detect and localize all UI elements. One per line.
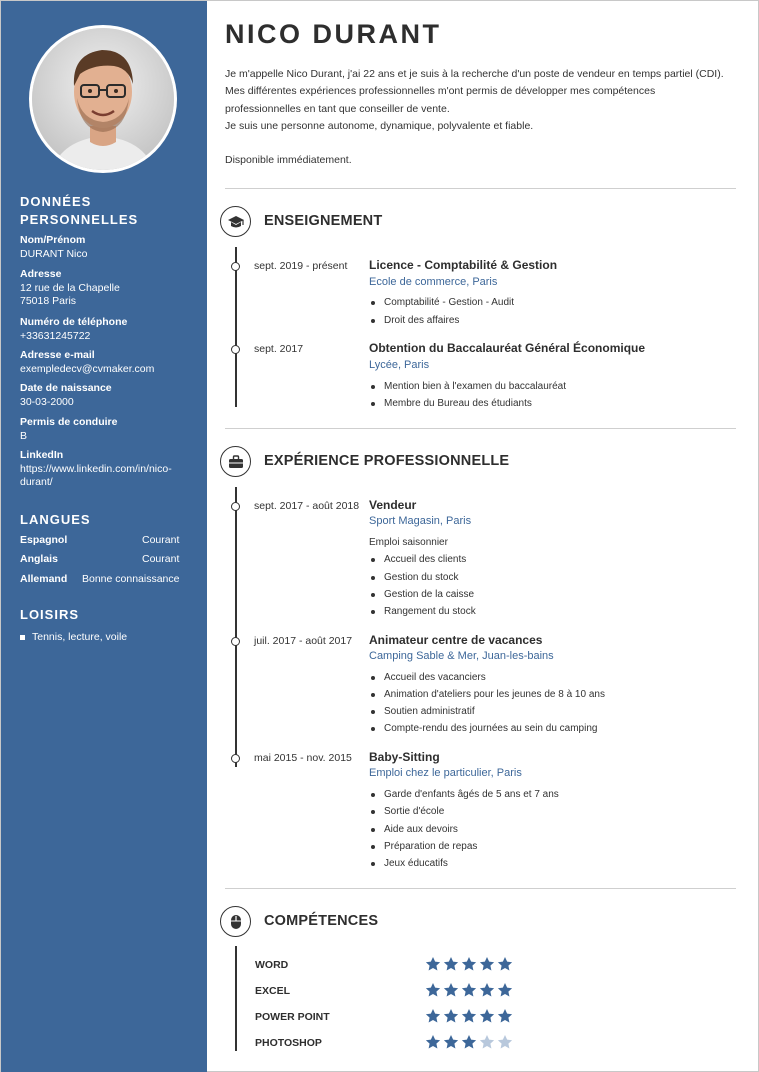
list-item: Préparation de repas bbox=[369, 841, 477, 852]
entry-title: Vendeur bbox=[369, 498, 417, 512]
timeline-line bbox=[235, 487, 237, 767]
hobbies-title: LOISIRS bbox=[20, 607, 80, 622]
star-filled-icon bbox=[425, 1034, 441, 1050]
entry-subtitle: Sport Magasin, Paris bbox=[369, 515, 472, 527]
entry-date: sept. 2019 - présent bbox=[254, 260, 348, 272]
entry-date: juil. 2017 - août 2017 bbox=[254, 635, 353, 647]
star-empty-icon bbox=[479, 1034, 495, 1050]
square-bullet-icon bbox=[20, 635, 25, 640]
timeline-dot bbox=[231, 754, 240, 763]
divider bbox=[225, 188, 736, 189]
entry-text: Emploi saisonnier bbox=[369, 537, 448, 548]
star-filled-icon bbox=[461, 1008, 477, 1024]
star-filled-icon bbox=[443, 1008, 459, 1024]
list-item: Accueil des clients bbox=[369, 554, 466, 565]
skill-rating bbox=[425, 1008, 513, 1024]
intro-text: Je m'appelle Nico Durant, j'ai 22 ans et je suis à la recherche d'un poste de vendeur en temps partiel (CDI). Mes différentes expériences professionnelles m'ont permis de développer mes compétences professionnelles en tant que conseiller de vente. Je suis une personne autonome, dynamique, polyvalente et fiable. Disponible immédiatement. bbox=[225, 68, 724, 167]
skills-title: COMPÉTENCES bbox=[264, 913, 379, 929]
field-address: Adresse 12 rue de la Chapelle 75018 Paris bbox=[20, 268, 120, 307]
entry-title: Licence - Comptabilité & Gestion bbox=[369, 258, 558, 272]
entry-subtitle: Lycée, Paris bbox=[369, 359, 430, 371]
list-item: Animation d'ateliers pour les jeunes de 8 à 10 ans bbox=[369, 689, 605, 700]
field-phone: Numéro de téléphone +33631245722 bbox=[20, 316, 128, 342]
field-email: Adresse e-mail exempledecv@cvmaker.com bbox=[20, 349, 155, 375]
timeline-dot bbox=[231, 637, 240, 646]
main-content bbox=[207, 1, 759, 1072]
field-license: Permis de conduire B bbox=[20, 416, 118, 442]
person-name: NICO DURANT bbox=[225, 19, 442, 49]
entry-date: mai 2015 - nov. 2015 bbox=[254, 752, 352, 764]
timeline-dot bbox=[231, 345, 240, 354]
list-item: Membre du Bureau des étudiants bbox=[369, 398, 532, 409]
star-filled-icon bbox=[479, 1008, 495, 1024]
list-item: Mention bien à l'examen du baccalauréat bbox=[369, 381, 566, 392]
entry-subtitle: Camping Sable & Mer, Juan-les-bains bbox=[369, 650, 554, 662]
personal-data-title: DONNÉES PERSONNELLES bbox=[20, 194, 139, 227]
experience-title: EXPÉRIENCE PROFESSIONNELLE bbox=[264, 453, 510, 469]
star-filled-icon bbox=[479, 982, 495, 998]
timeline-line bbox=[235, 247, 237, 407]
list-item: Droit des affaires bbox=[369, 315, 459, 326]
skill-rating bbox=[425, 1034, 513, 1050]
timeline-line bbox=[235, 946, 237, 1051]
star-empty-icon bbox=[497, 1034, 513, 1050]
skill-rating bbox=[425, 956, 513, 972]
list-item: Compte-rendu des journées au sein du camping bbox=[369, 723, 597, 734]
entry-subtitle: Ecole de commerce, Paris bbox=[369, 276, 498, 288]
skill-name: WORD bbox=[255, 959, 289, 971]
timeline-dot bbox=[231, 502, 240, 511]
star-filled-icon bbox=[479, 956, 495, 972]
list-item: Comptabilité - Gestion - Audit bbox=[369, 297, 514, 308]
languages-title: LANGUES bbox=[20, 512, 91, 527]
list-item: Rangement du stock bbox=[369, 606, 476, 617]
star-filled-icon bbox=[497, 956, 513, 972]
entry-title: Animateur centre de vacances bbox=[369, 633, 543, 647]
list-item: Garde d'enfants âgés de 5 ans et 7 ans bbox=[369, 789, 559, 800]
list-item: Accueil des vacanciers bbox=[369, 672, 486, 683]
entry-subtitle: Emploi chez le particulier, Paris bbox=[369, 767, 522, 779]
star-filled-icon bbox=[443, 982, 459, 998]
sidebar: DONNÉES PERSONNELLES Nom/Prénom DURANT Nico Adresse 12 rue de la Chapelle 75018 Paris Numéro de téléphone +33631245722 Adresse e-mail exempledecv@cvmaker.com Date de naissance 30-03-2000 Permis de conduire B LinkedIn https://www.linkedin.com/in/nico- durant/ LANGUES Espagnol Courant Anglais Courant Allemand Bonne connaissance LOISIRS Tennis, lecture, voile bbox=[1, 1, 207, 1072]
star-filled-icon bbox=[425, 1008, 441, 1024]
skill-rating bbox=[425, 982, 513, 998]
list-item: Soutien administratif bbox=[369, 706, 475, 717]
star-filled-icon bbox=[497, 982, 513, 998]
mouse-icon bbox=[220, 906, 251, 937]
entry-date: sept. 2017 bbox=[254, 343, 304, 355]
list-item: Gestion du stock bbox=[369, 572, 458, 583]
field-linkedin: LinkedIn https://www.linkedin.com/in/nico- durant/ bbox=[20, 449, 172, 488]
timeline-dot bbox=[231, 262, 240, 271]
list-item: Jeux éducatifs bbox=[369, 858, 448, 869]
entry-title: Obtention du Baccalauréat Général Économique bbox=[369, 341, 646, 355]
field-birthdate: Date de naissance 30-03-2000 bbox=[20, 382, 112, 408]
skill-name: EXCEL bbox=[255, 985, 291, 997]
graduation-cap-icon bbox=[220, 206, 251, 237]
star-filled-icon bbox=[425, 982, 441, 998]
hobby-item: Tennis, lecture, voile bbox=[20, 631, 127, 644]
star-filled-icon bbox=[497, 1008, 513, 1024]
entry-title: Baby-Sitting bbox=[369, 750, 440, 764]
star-filled-icon bbox=[443, 956, 459, 972]
briefcase-icon bbox=[220, 446, 251, 477]
list-item: Sortie d'école bbox=[369, 806, 444, 817]
star-filled-icon bbox=[461, 1034, 477, 1050]
profile-photo bbox=[29, 25, 177, 173]
star-filled-icon bbox=[461, 982, 477, 998]
entry-date: sept. 2017 - août 2018 bbox=[254, 500, 360, 512]
skill-name: POWER POINT bbox=[255, 1011, 330, 1023]
skill-name: PHOTOSHOP bbox=[255, 1037, 322, 1049]
star-filled-icon bbox=[461, 956, 477, 972]
divider bbox=[225, 428, 736, 429]
list-item: Aide aux devoirs bbox=[369, 824, 458, 835]
divider bbox=[225, 888, 736, 889]
list-item: Gestion de la caisse bbox=[369, 589, 474, 600]
star-filled-icon bbox=[443, 1034, 459, 1050]
star-filled-icon bbox=[425, 956, 441, 972]
education-title: ENSEIGNEMENT bbox=[264, 213, 383, 229]
field-name: Nom/Prénom DURANT Nico bbox=[20, 234, 88, 260]
